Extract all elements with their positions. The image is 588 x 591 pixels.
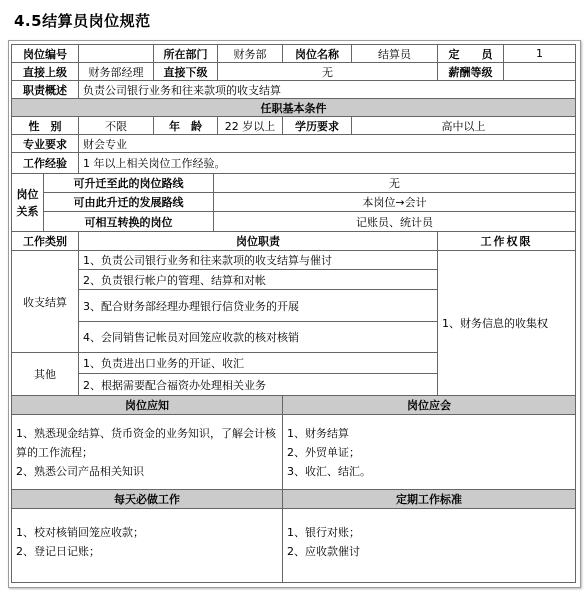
promote-from-label: 可由此升迁的发展路线	[43, 192, 214, 212]
daily-work-content	[11, 508, 283, 583]
must-know-content	[11, 414, 283, 490]
transfer-value: 记账员、统计员	[213, 211, 576, 232]
superior-label: 直接上级	[11, 62, 79, 81]
transfer-label: 可相互转换的岗位	[43, 211, 214, 232]
periodic-standard-item: 1、银行对账；	[287, 526, 360, 539]
age-label: 年 龄	[153, 116, 218, 135]
quota-value: 1	[503, 44, 576, 63]
periodic-standard-header: 定期工作标准	[282, 489, 576, 509]
gender-label: 性 别	[11, 116, 79, 135]
authority-value: 1、财务信息的收集权	[437, 250, 576, 396]
major-label: 专业要求	[11, 134, 79, 153]
summary-value: 负责公司银行业务和往来款项的收支结算	[78, 80, 576, 99]
post-name-value: 结算员	[351, 44, 438, 63]
experience-label: 工作经验	[11, 152, 79, 174]
department-label: 所在部门	[153, 44, 218, 63]
page-title: 4.5结算员岗位规范	[14, 12, 151, 30]
duties-header: 岗位职责	[78, 231, 438, 251]
duty-item: 1、负责公司银行业务和往来款项的收支结算与催讨	[78, 250, 438, 270]
education-value: 高中以上	[351, 116, 576, 135]
daily-work-item: 1、校对核销回笼应收款；	[16, 526, 144, 539]
summary-label: 职责概述	[11, 80, 79, 99]
promote-to-label: 可升迁至此的岗位路线	[43, 173, 214, 193]
authority-header: 工作权限	[437, 231, 576, 251]
education-label: 学历要求	[282, 116, 352, 135]
must-know-item: 1、熟悉现金结算、货币资金的业务知识，了解会计核算的工作流程；	[16, 427, 276, 459]
must-know-header: 岗位应知	[11, 395, 283, 415]
quota-label: 定 员	[437, 44, 504, 63]
post-id-value	[78, 44, 154, 63]
must-do-item: 1、财务结算	[287, 427, 349, 440]
post-id-label: 岗位编号	[11, 44, 79, 63]
duty-category: 其他	[11, 352, 79, 396]
must-do-header: 岗位应会	[282, 395, 576, 415]
post-name-label: 岗位名称	[282, 44, 352, 63]
periodic-standard-content	[282, 508, 576, 583]
salary-grade-label: 薪酬等级	[437, 62, 504, 81]
duty-item: 2、负责银行帐户的管理、结算和对帐	[78, 269, 438, 290]
age-value: 22 岁以上	[217, 116, 283, 135]
major-value: 财会专业	[78, 134, 576, 153]
experience-value: 1 年以上相关岗位工作经验。	[78, 152, 576, 174]
work-type-header: 工作类别	[11, 231, 79, 251]
gender-value: 不限	[78, 116, 154, 135]
duty-item: 3、配合财务部经理办理银行信贷业务的开展	[78, 289, 438, 322]
subordinate-value: 无	[217, 62, 438, 81]
duty-item: 1、负责进出口业务的开证、收汇	[78, 352, 438, 374]
duty-category: 收支结算	[11, 250, 79, 353]
promote-from-value: 本岗位→会计	[213, 192, 576, 212]
promote-to-value: 无	[213, 173, 576, 193]
relations-label: 岗位关系	[11, 173, 44, 232]
daily-work-item: 2、登记日记账；	[16, 545, 100, 558]
must-do-item: 3、收汇、结汇。	[287, 465, 371, 478]
periodic-standard-item: 2、应收款催讨	[287, 545, 360, 558]
daily-work-header: 每天必做工作	[11, 489, 283, 509]
must-know-item: 2、熟悉公司产品相关知识	[16, 465, 144, 478]
must-do-content	[282, 414, 576, 490]
subordinate-label: 直接下级	[153, 62, 218, 81]
duty-item: 2、根据需要配合福资办处理相关业务	[78, 373, 438, 396]
basic-conditions-header: 任职基本条件	[11, 98, 576, 117]
superior-value: 财务部经理	[78, 62, 154, 81]
salary-grade-value	[503, 62, 576, 81]
must-do-item: 2、外贸单证；	[287, 446, 360, 459]
department-value: 财务部	[217, 44, 283, 63]
duty-item: 4、会同销售记帐员对回笼应收款的核对核销	[78, 321, 438, 353]
